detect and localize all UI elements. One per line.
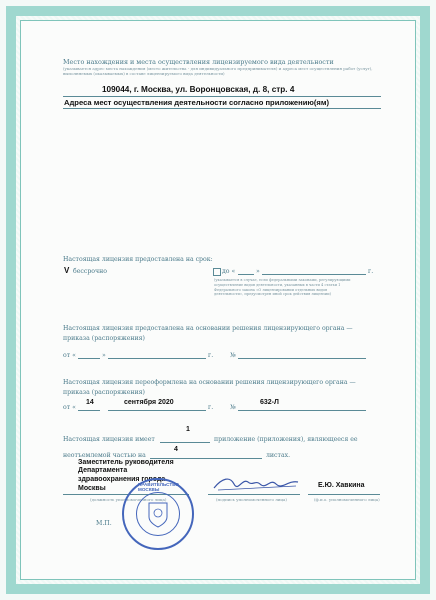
term-note: (указывается в случае, если федеральными законами, регулирующими осуществление видов деятельности, указанных в части 4 статьи 1 Федерального закона «О лицензировании отдельных видов деятельности», предусмотрен иной срок действия лицензии) <box>214 278 351 297</box>
appendix-text-suffix: приложение (приложения), являющееся ее <box>214 436 358 443</box>
coat-of-arms-icon <box>137 493 179 535</box>
caption-name: (ф.и.о. уполномоченного лица) <box>314 497 380 502</box>
signer-name: Е.Ю. Хавкина <box>318 482 365 489</box>
reissued-number-label: № <box>230 404 236 411</box>
granted-text: Настоящая лицензия предоставлена на основании решения лицензирующего органа — приказа (распоряжения) <box>63 325 353 342</box>
term-until-checkbox <box>213 268 221 276</box>
appendix-sheets: 4 <box>174 446 178 453</box>
check-mark: V <box>64 266 70 275</box>
appendix-text2-prefix: неотъемлемой частью на <box>63 452 146 459</box>
term-until-mid: » <box>256 268 260 275</box>
reissued-year: г. <box>208 404 214 411</box>
stamp-label: М.П. <box>96 520 112 527</box>
appendix-text2-suffix: листах. <box>266 452 291 459</box>
addresses-line: Адреса мест осуществления деятельности согласно приложению(ям) <box>64 98 329 107</box>
location-title: Место нахождения и места осуществления лицензируемого вида деятельности <box>63 58 334 66</box>
signature-position-1: Заместитель руководителя <box>78 459 174 466</box>
term-unlimited: бессрочно <box>73 268 107 275</box>
granted-number-label: № <box>230 352 236 359</box>
caption-signature: (подпись уполномоченного лица) <box>216 497 287 502</box>
reissued-number: 632-Л <box>260 399 279 406</box>
reissued-day: 14 <box>86 399 94 406</box>
term-until-prefix: до « <box>222 268 236 275</box>
location-note: (указывается адрес места нахождения (место жительства - для индивидуального предпринимателя) и адреса мест осуществления работ (услуг), выполняемых (оказываемых) в составе лицензируемого вида деятельности) <box>63 66 373 76</box>
caption-position: (должность уполномоченного лица) <box>90 497 167 502</box>
address: 109044, г. Москва, ул. Воронцовская, д. 8, стр. 4 <box>102 85 295 94</box>
signature-position-4: Москвы <box>78 485 106 492</box>
reissued-from: от « <box>63 404 76 411</box>
stamp-text: ПРАВИТЕЛЬСТВО МОСКВЫ <box>138 482 179 492</box>
handwritten-signature <box>212 472 302 496</box>
reissued-month: сентября 2020 <box>124 399 174 406</box>
granted-mid: » <box>102 352 106 359</box>
term-label: Настоящая лицензия предоставлена на срок: <box>63 256 213 263</box>
official-stamp <box>122 478 194 550</box>
term-until-suffix: г. <box>368 268 374 275</box>
appendix-count: 1 <box>186 426 190 433</box>
granted-year: г. <box>208 352 214 359</box>
appendix-text-prefix: Настоящая лицензия имеет <box>63 436 155 443</box>
granted-from: от « <box>63 352 76 359</box>
stamp-emblem <box>136 492 180 536</box>
reissued-text: Настоящая лицензия переоформлена на основании решения лицензирующего органа — приказа (распоряжения) <box>63 379 356 396</box>
signature-position-3: здравоохранения города <box>78 476 166 483</box>
signature-position-2: Департамента <box>78 467 128 474</box>
